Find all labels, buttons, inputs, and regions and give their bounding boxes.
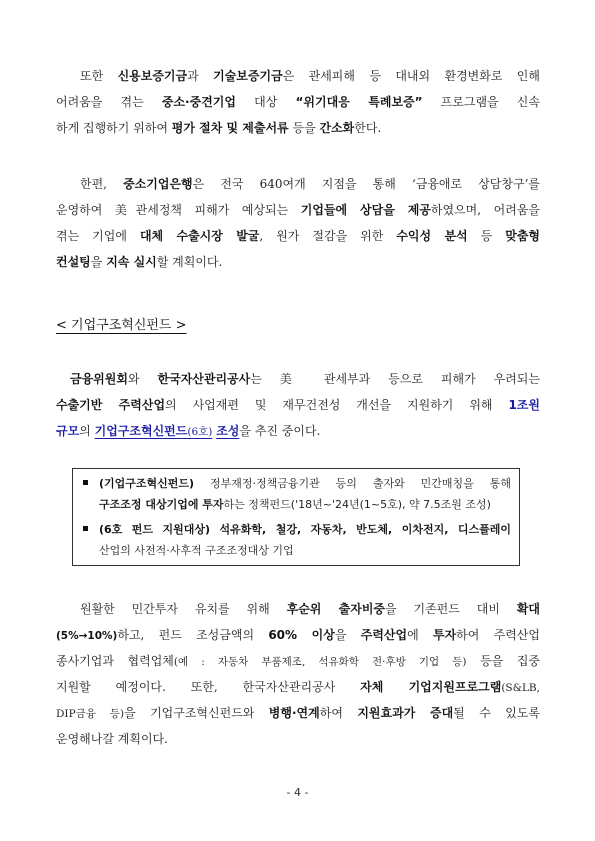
fund-info-box [72,468,520,566]
text-line: 수출기반 주력산업의 사업재편 및 재무건전성 개선을 지원하기 위해 1조원 [56,398,540,412]
paragraph-guarantee [56,63,540,141]
list-item [81,473,511,515]
list-item [81,519,511,561]
text-line: 금융위원회와 한국자산관리공사는 美 관세부과 등으로 피해가 우려되는 [70,372,540,386]
text-line: 운영하여 美관세정책 피해가 예상되는 기업들에 상담을 제공하였으며, 어려움을 [56,203,540,217]
text-line: DIP금융 등)을 기업구조혁신펀드와 병행·연계하여 지원효과가 증대될 수 있도록 [56,706,540,720]
text-line: 하게 집행하기 위하여 평가 절차 및 제출서류 등을 간소화한다. [56,121,382,135]
paragraph-ibk [56,171,540,275]
section-title: < 기업구조혁신펀드 > [56,318,187,333]
paragraph-fund [56,366,540,444]
text-line: 종사기업과 협력업체(예 : 자동차 부품제조, 석유화학 전·후방 기업 등) 등을 집중 [56,654,540,668]
text-line: 규모의 기업구조혁신펀드(6호) 조성을 추진 중이다. [56,424,321,438]
text-line: (기업구조혁신펀드) 정부재정·정책금융기관 등의 출자와 민간매칭을 통해 [99,477,511,490]
text-line: 컨설팅을 지속 실시할 계획이다. [56,255,223,269]
text-line: 구조조정 대상기업에 투자하는 정책펀드('18년~'24년(1~5호), 약 7.5조원 조성) [99,498,491,511]
text-line: 한편, 중소기업은행은 전국 640여개 지점을 통해 ‘금융애로 상담창구’를 [80,177,540,191]
square-bullet-icon [83,526,88,531]
text-line: (6호 펀드 지원대상) 석유화학, 철강, 자동차, 반도체, 이차전지, 디스플레이 [99,523,511,536]
square-bullet-icon [83,480,88,485]
text-line: 산업의 사전적·사후적 구조조정대상 기업 [99,544,294,557]
text-line: 지원할 예정이다. 또한, 한국자산관리공사 자체 기업지원프로그램(S&LB, [56,680,540,694]
text-line: 또한 신용보증기금과 기술보증기금은 관세피해 등 대내외 환경변화로 인해 [80,69,540,83]
text-line: 겪는 기업에 대체 수출시장 발굴, 원가 절감을 위한 수익성 분석 등 맞춤형 [56,229,540,243]
text-line: 운영해나갈 계획이다. [56,732,168,746]
paragraph-investment [56,596,540,752]
text-line: (5%→10%)하고, 펀드 조성금액의 60% 이상을 주력산업에 투자하여 주력산업 [56,628,540,642]
text-line: 원활한 민간투자 유치를 위해 후순위 출자비중을 기존펀드 대비 확대 [80,602,540,616]
text-line: 어려움을 겪는 중소·중견기업 대상 “위기대응 특례보증” 프로그램을 신속 [56,95,540,109]
page-number: - 4 - [286,786,309,799]
